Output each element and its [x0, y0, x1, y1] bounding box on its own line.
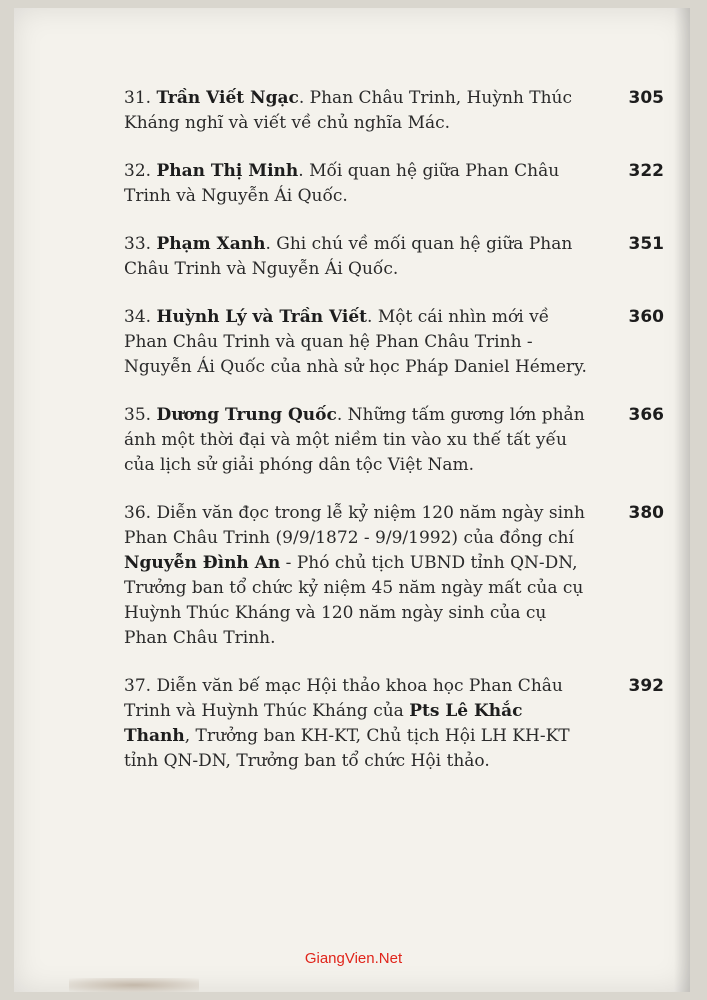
entry-page-number: 380 — [628, 503, 664, 523]
entry-title-prefix: Diễn văn bế mạc Hội thảo khoa học Phan Châu Trinh và Huỳnh Thúc Kháng của — [124, 676, 563, 721]
toc-entry-36 — [124, 501, 664, 651]
entry-title: , Trưởng ban KH-KT, Chủ tịch Hội LH KH-KT tỉnh QN-DN, Trưởng ban tổ chức Hội thảo. — [124, 726, 570, 771]
toc-entry-31 — [124, 86, 664, 136]
entry-author: Nguyễn Đình An — [124, 553, 281, 573]
entry-page-number: 305 — [628, 88, 664, 108]
entry-author: Phan Thị Minh — [156, 161, 299, 181]
entry-page-number: 322 — [628, 161, 664, 181]
book-page — [14, 8, 690, 992]
table-of-contents — [124, 86, 664, 797]
entry-page-number: 366 — [628, 405, 664, 425]
entry-title: - Phó chủ tịch UBND tỉnh QN-DN, Trưởng ban tổ chức kỷ niệm 45 năm ngày mất của cụ Huỳnh Thúc Kháng và 120 năm ngày sinh của cụ Phan Châu Trinh. — [124, 553, 584, 648]
toc-entry-35 — [124, 403, 664, 478]
toc-entry-text — [124, 86, 588, 136]
entry-title: . Mối quan hệ giữa Phan Châu Trinh và Nguyễn Ái Quốc. — [124, 161, 560, 206]
entry-author: Trần Viết Ngạc — [156, 88, 299, 108]
entry-page-number: 392 — [628, 676, 664, 696]
toc-entry-text — [124, 501, 588, 651]
entry-title: . Phan Châu Trinh, Huỳnh Thúc Kháng nghĩ và viết về chủ nghĩa Mác. — [124, 88, 573, 133]
entry-title: . Ghi chú về mối quan hệ giữa Phan Châu Trinh và Nguyễn Ái Quốc. — [124, 234, 573, 279]
toc-entry-33 — [124, 232, 664, 282]
toc-entry-text — [124, 403, 588, 478]
entry-number: 35. — [124, 405, 152, 425]
entry-page-number: 351 — [628, 234, 664, 254]
entry-author: Phạm Xanh — [156, 234, 266, 254]
entry-title-prefix: Diễn văn đọc trong lễ kỷ niệm 120 năm ngày sinh Phan Châu Trinh (9/9/1872 - 9/9/1992) của đồng chí — [124, 503, 585, 548]
entry-page-number: 360 — [628, 307, 664, 327]
toc-entry-32 — [124, 159, 664, 209]
entry-number: 31. — [124, 88, 152, 108]
entry-number: 37. — [124, 676, 152, 696]
toc-entry-text — [124, 305, 588, 380]
toc-entry-37 — [124, 674, 664, 774]
page-smudge — [69, 978, 199, 992]
entry-title: . Những tấm gương lớn phản ánh một thời đại và một niềm tin vào xu thế tất yếu của lịch sử giải phóng dân tộc Việt Nam. — [124, 405, 585, 475]
toc-entry-34 — [124, 305, 664, 380]
watermark-footer: GiangVien.Net — [304, 950, 403, 967]
entry-number: 32. — [124, 161, 152, 181]
entry-author: Huỳnh Lý và Trần Viết — [156, 307, 368, 327]
entry-author: Dương Trung Quốc — [156, 405, 337, 425]
entry-number: 36. — [124, 503, 152, 523]
toc-entry-text — [124, 159, 588, 209]
entry-number: 33. — [124, 234, 152, 254]
entry-number: 34. — [124, 307, 152, 327]
entry-author: Pts Lê Khắc Thanh — [124, 701, 523, 746]
toc-entry-text — [124, 674, 588, 774]
entry-title: . Một cái nhìn mới về Phan Châu Trinh và quan hệ Phan Châu Trinh - Nguyễn Ái Quốc của nhà sử học Pháp Daniel Hémery. — [124, 307, 587, 377]
toc-entry-text — [124, 232, 588, 282]
